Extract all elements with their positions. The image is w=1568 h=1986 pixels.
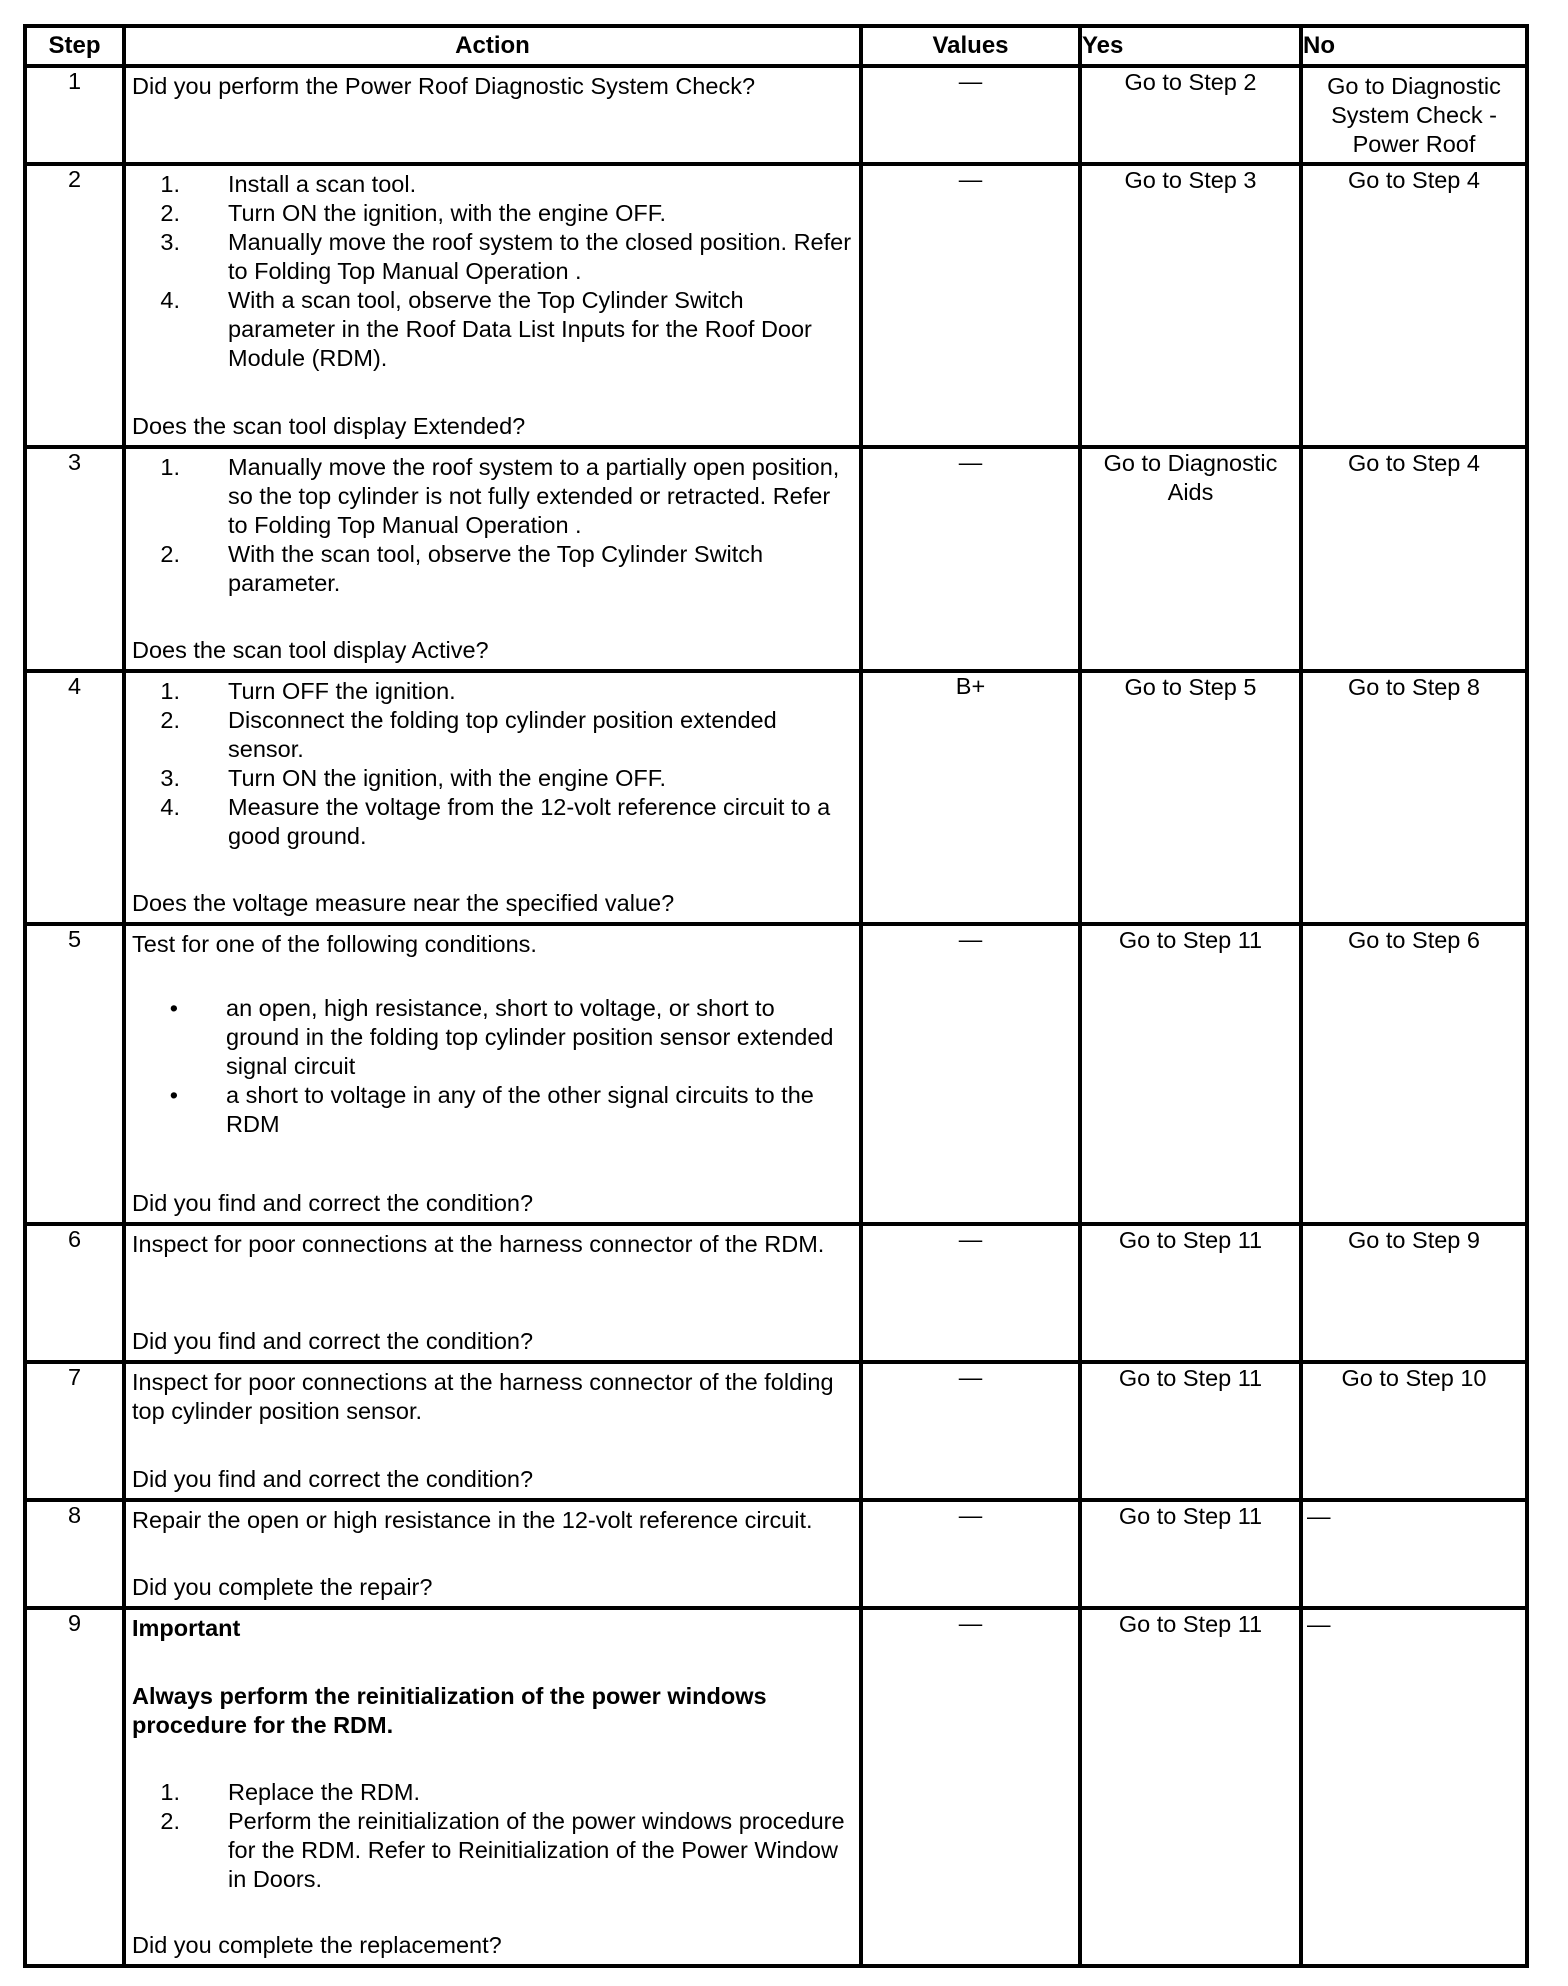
values-cell: — bbox=[861, 1362, 1080, 1500]
list-item bbox=[132, 677, 853, 706]
action-cell bbox=[124, 1362, 861, 1500]
action-text: Inspect for poor connections at the harness connector of the RDM. bbox=[132, 1231, 825, 1257]
action-question: Did you complete the repair? bbox=[132, 1574, 433, 1600]
item-number: 3. bbox=[160, 765, 180, 791]
numbered-list bbox=[132, 677, 853, 851]
list-item bbox=[132, 453, 853, 540]
table-row bbox=[25, 1608, 1527, 1966]
item-text: Install a scan tool. bbox=[228, 171, 417, 197]
no-cell: Go to Step 4 bbox=[1301, 164, 1527, 447]
yes-cell: Go to Step 2 bbox=[1080, 66, 1301, 164]
action-question: Does the voltage measure near the specified value? bbox=[132, 890, 675, 916]
yes-cell: Go to Step 11 bbox=[1080, 1362, 1301, 1500]
item-text: With the scan tool, observe the Top Cylinder Switch parameter. bbox=[228, 541, 764, 596]
list-item bbox=[132, 793, 853, 851]
item-number: 2. bbox=[160, 1808, 180, 1834]
no-cell: Go to Step 4 bbox=[1301, 447, 1527, 671]
no-cell: Go to Step 6 bbox=[1301, 924, 1527, 1224]
action-cell bbox=[124, 1224, 861, 1362]
yes-cell: Go to Step 11 bbox=[1080, 924, 1301, 1224]
action-text: Test for one of the following conditions. bbox=[132, 931, 537, 957]
numbered-list bbox=[132, 170, 853, 373]
step-number: 6 bbox=[25, 1224, 124, 1362]
step-number: 7 bbox=[25, 1362, 124, 1500]
action-text: Did you perform the Power Roof Diagnostic System Check? bbox=[132, 73, 756, 99]
item-text: Replace the RDM. bbox=[228, 1779, 420, 1805]
item-text: Perform the reinitialization of the power windows procedure for the RDM. Refer to Reinitialization of the Power Window in Doors. bbox=[228, 1808, 845, 1892]
step-number: 5 bbox=[25, 924, 124, 1224]
table-row bbox=[25, 924, 1527, 1224]
action-question: Did you complete the replacement? bbox=[132, 1932, 502, 1958]
item-number: 1. bbox=[160, 171, 180, 197]
list-item bbox=[132, 1081, 853, 1139]
action-text: Inspect for poor connections at the harness connector of the folding top cylinder position sensor. bbox=[132, 1369, 834, 1424]
header-yes: Yes bbox=[1080, 26, 1301, 66]
item-text: Measure the voltage from the 12-volt reference circuit to a good ground. bbox=[228, 794, 831, 849]
values-cell: — bbox=[861, 447, 1080, 671]
step-number: 8 bbox=[25, 1500, 124, 1608]
values-cell: — bbox=[861, 164, 1080, 447]
item-number: 1. bbox=[160, 1779, 180, 1805]
table-row bbox=[25, 1500, 1527, 1608]
header-action: Action bbox=[124, 26, 861, 66]
important-note: Always perform the reinitialization of the power windows procedure for the RDM. bbox=[132, 1683, 767, 1738]
header-no: No bbox=[1301, 26, 1527, 66]
action-cell bbox=[124, 1500, 861, 1608]
list-item bbox=[132, 228, 853, 286]
list-item bbox=[132, 286, 853, 373]
no-cell: Go to Diagnostic System Check - Power Roof bbox=[1301, 66, 1527, 164]
values-cell: — bbox=[861, 1500, 1080, 1608]
numbered-list bbox=[132, 1778, 853, 1894]
list-item bbox=[132, 170, 853, 199]
item-number: 3. bbox=[160, 229, 180, 255]
step-number: 9 bbox=[25, 1608, 124, 1966]
table-row bbox=[25, 671, 1527, 924]
action-cell bbox=[124, 164, 861, 447]
no-cell: Go to Step 10 bbox=[1301, 1362, 1527, 1500]
action-cell bbox=[124, 1608, 861, 1966]
diagnostic-table bbox=[23, 24, 1529, 1968]
item-text: Manually move the roof system to the closed position. Refer to Folding Top Manual Operation . bbox=[228, 229, 852, 284]
yes-cell: Go to Step 11 bbox=[1080, 1608, 1301, 1966]
no-cell: Go to Step 8 bbox=[1301, 671, 1527, 924]
action-cell bbox=[124, 66, 861, 164]
values-cell: — bbox=[861, 924, 1080, 1224]
list-item bbox=[132, 994, 853, 1081]
action-question: Does the scan tool display Extended? bbox=[132, 413, 526, 439]
item-text: an open, high resistance, short to voltage, or short to ground in the folding top cylinder position sensor extended signal circuit bbox=[226, 995, 834, 1079]
table-row bbox=[25, 1224, 1527, 1362]
step-number: 2 bbox=[25, 164, 124, 447]
values-cell: B+ bbox=[861, 671, 1080, 924]
step-number: 4 bbox=[25, 671, 124, 924]
values-cell: — bbox=[861, 66, 1080, 164]
table-row bbox=[25, 66, 1527, 164]
list-item bbox=[132, 540, 853, 598]
values-cell: — bbox=[861, 1608, 1080, 1966]
yes-cell: Go to Step 3 bbox=[1080, 164, 1301, 447]
numbered-list bbox=[132, 453, 853, 598]
item-number: 4. bbox=[160, 287, 180, 313]
no-cell: — bbox=[1301, 1608, 1527, 1966]
item-number: 4. bbox=[160, 794, 180, 820]
list-item bbox=[132, 199, 853, 228]
yes-cell: Go to Step 11 bbox=[1080, 1224, 1301, 1362]
action-cell bbox=[124, 924, 861, 1224]
action-cell bbox=[124, 447, 861, 671]
list-item bbox=[132, 706, 853, 764]
bullet-icon: • bbox=[169, 995, 178, 1021]
item-number: 2. bbox=[160, 707, 180, 733]
header-row bbox=[25, 26, 1527, 66]
list-item bbox=[132, 1778, 853, 1807]
item-text: Turn ON the ignition, with the engine OFF. bbox=[228, 200, 667, 226]
step-number: 3 bbox=[25, 447, 124, 671]
step-number: 1 bbox=[25, 66, 124, 164]
table-row bbox=[25, 447, 1527, 671]
no-cell: Go to Step 9 bbox=[1301, 1224, 1527, 1362]
item-text: Disconnect the folding top cylinder position extended sensor. bbox=[228, 707, 777, 762]
bullet-icon: • bbox=[169, 1082, 178, 1108]
yes-cell: Go to Step 5 bbox=[1080, 671, 1301, 924]
item-number: 1. bbox=[160, 678, 180, 704]
item-text: a short to voltage in any of the other signal circuits to the RDM bbox=[226, 1082, 814, 1137]
item-text: Turn ON the ignition, with the engine OFF. bbox=[228, 765, 667, 791]
action-text: Repair the open or high resistance in the 12-volt reference circuit. bbox=[132, 1507, 813, 1533]
yes-cell: Go to Step 11 bbox=[1080, 1500, 1301, 1608]
header-step: Step bbox=[25, 26, 124, 66]
values-cell: — bbox=[861, 1224, 1080, 1362]
yes-cell: Go to Diagnostic Aids bbox=[1080, 447, 1301, 671]
list-item bbox=[132, 764, 853, 793]
action-question: Did you find and correct the condition? bbox=[132, 1466, 534, 1492]
action-question: Does the scan tool display Active? bbox=[132, 637, 489, 663]
header-values: Values bbox=[861, 26, 1080, 66]
table-row bbox=[25, 1362, 1527, 1500]
no-cell: — bbox=[1301, 1500, 1527, 1608]
action-cell bbox=[124, 671, 861, 924]
item-number: 2. bbox=[160, 200, 180, 226]
action-question: Did you find and correct the condition? bbox=[132, 1190, 534, 1216]
item-text: Turn OFF the ignition. bbox=[228, 678, 456, 704]
item-text: Manually move the roof system to a partially open position, so the top cylinder is not fully extended or retracted. Refer to Folding Top Manual Operation . bbox=[228, 454, 840, 538]
list-item bbox=[132, 1807, 853, 1894]
bullet-list bbox=[132, 994, 853, 1139]
important-heading: Important bbox=[132, 1615, 241, 1641]
item-number: 2. bbox=[160, 541, 180, 567]
item-number: 1. bbox=[160, 454, 180, 480]
table-row bbox=[25, 164, 1527, 447]
item-text: With a scan tool, observe the Top Cylinder Switch parameter in the Roof Data List Inputs for the Roof Door Module (RDM). bbox=[228, 287, 812, 371]
action-question: Did you find and correct the condition? bbox=[132, 1328, 534, 1354]
